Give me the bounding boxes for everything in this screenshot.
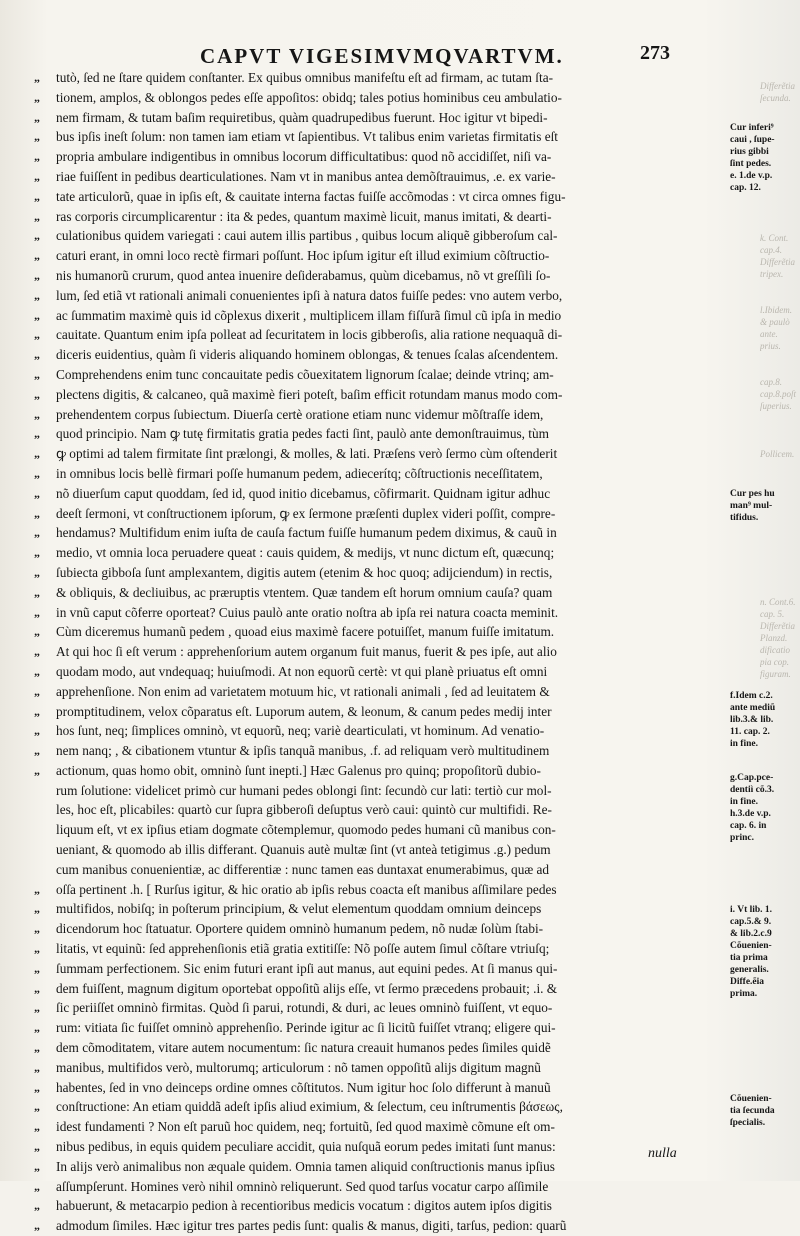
text-line bbox=[34, 207, 724, 227]
margin-note-line: dentiì cõ.3. bbox=[730, 785, 775, 795]
line-text: plectens digitis, & calcaneo, quã maximè fieri poteſt, baſim efficit rotundam manus modo com- bbox=[56, 386, 563, 402]
bleed-through-line: & paulò bbox=[760, 317, 790, 327]
bleed-through-line: Differẽtia bbox=[760, 621, 795, 631]
margin-note-line: cap. 12. bbox=[730, 183, 761, 193]
quotation-marker: „ bbox=[34, 485, 40, 500]
bleed-through-line: Differẽtia bbox=[760, 81, 795, 91]
quotation-marker: „ bbox=[34, 446, 40, 461]
running-title: CAPVT VIGESIMVMQVARTVM. bbox=[200, 44, 564, 68]
quotation-marker bbox=[34, 820, 56, 840]
line-text: habentes, ſed in vno deinceps ordine omnes cõſtitutos. Num igitur hoc ſolo differunt à manuũ bbox=[56, 1079, 551, 1095]
margin-note-line: ſpecialis. bbox=[730, 1118, 766, 1128]
line-text: culationibus quidem variegati : caui autem illis partibus , quibus locum aliquẽ gibberoſum cal- bbox=[56, 228, 558, 244]
line-text: ſic periiſſet omninò firmitas. Quòd ſi parui, rotundi, & duri, ac leues omninò fuiſſent, vt equo- bbox=[56, 1000, 553, 1016]
text-line bbox=[34, 1018, 724, 1038]
text-line bbox=[34, 998, 724, 1018]
text-line bbox=[34, 226, 724, 246]
text-line bbox=[34, 266, 724, 286]
line-text: quodam modo, aut vndequaq; huiuſmodi. At non equorũ certè: vt qui planè priuatus eſt omni bbox=[56, 663, 548, 679]
bleed-through-line: ſecunda. bbox=[760, 93, 791, 103]
margin-note-line: princ. bbox=[730, 833, 755, 843]
line-text: cauitate. Quantum enim ipſa polleat ad ſecuritatem in locis gibberoſis, alia ratione nequaquã di- bbox=[56, 327, 563, 343]
line-text: ras corporis circumplicarentur : ita & pedes, quantum maximè licuit, manus imitati, & dearti- bbox=[56, 208, 552, 224]
line-text: prehendentem corpus ſubiectum. Diuerſa certè oratione etiam nunc videmur mõſtraſſe idem, bbox=[56, 406, 544, 422]
line-text: deeſt ſermoni, vt conſtructionem ipſorum, ꝙ ex ſermone præſenti duplex videri poſſit, compre- bbox=[56, 505, 556, 521]
text-line bbox=[34, 603, 724, 623]
text-line bbox=[34, 959, 724, 979]
margin-note-line: prima. bbox=[730, 989, 758, 999]
margin-note-line: e. 1.de v.p. bbox=[730, 171, 773, 181]
text-line bbox=[34, 523, 724, 543]
quotation-marker: „ bbox=[34, 89, 40, 104]
quotation-marker: „ bbox=[34, 1020, 40, 1035]
quotation-marker: „ bbox=[34, 980, 40, 995]
line-text: dem cõmoditatem, vitare autem nocumentum: ſic natura creauit humanos pedes ſimiles quidẽ bbox=[56, 1040, 551, 1056]
quotation-marker: „ bbox=[34, 743, 40, 758]
bleed-through-line: n. Cont.6. bbox=[760, 597, 796, 607]
line-text: tionem, amplos, & oblongos pedes eſſe appoſitos: obidq; tales potius hominibus ceu ambulatio- bbox=[56, 89, 562, 105]
text-line bbox=[34, 880, 724, 900]
quotation-marker: „ bbox=[34, 70, 40, 84]
text-line bbox=[34, 444, 724, 464]
line-text: manibus, multifidos verò, multorumq; articulorum : nõ tamen oppoſitũ alijs digitum magnũ bbox=[56, 1059, 541, 1075]
text-line bbox=[34, 702, 724, 722]
line-text: litatis, vt equinũ: ſed apprehenſionis etiã gratia extitiſſe: Nõ poſſe autem ſimul cõſtare vtriuſq; bbox=[56, 941, 550, 957]
margin-note bbox=[730, 904, 798, 1000]
quotation-marker: „ bbox=[34, 703, 40, 718]
quotation-marker: „ bbox=[34, 881, 40, 896]
line-text: les, hoc eſt, plicabiles: quartò cur ſupra gibberoſi deſuptus verò caui: quintò cur multifidi. Re- bbox=[56, 802, 552, 818]
margin-note-line: Cur inferi⁹ bbox=[730, 123, 774, 133]
quotation-marker: „ bbox=[34, 1079, 40, 1094]
main-text-column bbox=[34, 68, 724, 1236]
quotation-marker: „ bbox=[34, 465, 40, 480]
quotation-marker bbox=[34, 840, 56, 860]
text-line bbox=[34, 543, 724, 563]
line-text: tate articulorũ, quae in ipſis eſt, & cauitate interna factas fuiſſe accõmodas : vt circa omnes figu- bbox=[56, 188, 566, 204]
text-line bbox=[34, 642, 724, 662]
line-text: rum: vitiata ſic fuiſſet omninò apprehenſio. Perinde igitur ac ſi licitũ fuiſſet vtranq; eligere qui- bbox=[56, 1020, 556, 1036]
catchword: nulla bbox=[648, 1146, 677, 1161]
line-text: cum manibus conuenientiæ, ac differentiæ : nunc tamen eas duntaxat enumerabimus, quæ ad bbox=[56, 861, 550, 877]
quotation-marker: „ bbox=[34, 584, 40, 599]
quotation-marker: „ bbox=[34, 168, 40, 183]
text-line bbox=[34, 840, 724, 860]
text-line bbox=[34, 325, 724, 345]
text-line bbox=[34, 1157, 724, 1177]
bleed-through-line: Pollicem. bbox=[760, 449, 795, 459]
line-text: habuerunt, & metacarpio pedion à recentioribus medicis vocatum : digitos autem ipſos digitis bbox=[56, 1198, 552, 1214]
line-text: apprehenſione. Non enim ad varietatem motuum hic, vt rationali animali , ſed ad leuitatem & bbox=[56, 683, 550, 699]
text-line bbox=[34, 979, 724, 999]
bleed-through-line: Planzd. bbox=[760, 633, 788, 643]
line-text: nis humanorũ crurum, quod antea inuenire deſiderabamus, quùm dicebamus, nõ vt greſſili ſo- bbox=[56, 267, 551, 283]
line-text: rum ſolutione: videlicet primò cur humani pedes oblongi ſint: ſecundò cur lati: tertiò cur mol- bbox=[56, 782, 552, 798]
text-line bbox=[34, 385, 724, 405]
line-text: quod principio. Nam ꝙ tutę firmitatis gratia pedes facti ſint, paulò ante demonſtrauimus, tùm bbox=[56, 426, 549, 442]
quotation-marker: „ bbox=[34, 1178, 40, 1193]
quotation-marker bbox=[34, 800, 56, 820]
margin-note-line: tia prima bbox=[730, 953, 768, 963]
quotation-marker: „ bbox=[34, 1218, 40, 1233]
page-number: 273 bbox=[640, 42, 670, 64]
quotation-marker: „ bbox=[34, 762, 40, 777]
bleed-through-line: Differẽtia bbox=[760, 257, 795, 267]
text-line bbox=[34, 583, 724, 603]
line-text: in omnibus locis bellè firmari poſſe humanum pedem, adiecerítq; cõſtructionis neceſſitatem, bbox=[56, 465, 543, 481]
text-line bbox=[34, 899, 724, 919]
margin-note-line: ante mediũ bbox=[730, 703, 776, 713]
quotation-marker bbox=[34, 860, 56, 880]
bleed-through-block bbox=[760, 304, 800, 352]
text-line bbox=[34, 286, 724, 306]
margin-note-line: Diffe.ẽia bbox=[730, 977, 765, 987]
line-text: lum, ſed etiã vt rationali animali conuenientes ipſi à natura datos fuiſſe pedes: vno autem verbo, bbox=[56, 287, 563, 303]
text-line bbox=[34, 1177, 724, 1197]
text-line bbox=[34, 1137, 724, 1157]
margin-note-line: ſint pedes. bbox=[730, 159, 772, 169]
margin-note-line: generalis. bbox=[730, 965, 769, 975]
bleed-through-block bbox=[760, 232, 800, 280]
line-text: promptitudinem, velox cõparatus eſt. Luporum autem, & leonum, & canum pedes medij inter bbox=[56, 703, 552, 719]
line-text: & obliquis, & decliuibus, ac præruptis vtentem. Quæ tandem eſt horum omnium cauſa? quam bbox=[56, 584, 553, 600]
margin-note-line: tifidus. bbox=[730, 513, 759, 523]
text-line bbox=[34, 1038, 724, 1058]
margin-note bbox=[730, 690, 798, 750]
line-text: tutò, ſed ne ſtare quidem conſtanter. Ex quibus omnibus manifeſtu eſt ad firmam, ac tutam ſta- bbox=[56, 70, 554, 85]
margin-note bbox=[730, 122, 798, 194]
quotation-marker: „ bbox=[34, 307, 40, 322]
margin-note-line: in fine. bbox=[730, 739, 758, 749]
quotation-marker: „ bbox=[34, 248, 40, 263]
text-line bbox=[34, 800, 724, 820]
line-text: nem firmam, & tutam baſim requiretibus, quàm quadrupedibus fuerunt. Hoc igitur vt bipedi- bbox=[56, 109, 548, 125]
text-line bbox=[34, 1058, 724, 1078]
line-text: bus ipſis ineſt ſolum: non tamen iam etiam vt ſapientibus. Vt talibus enim varietas firmitatis eſt bbox=[56, 129, 559, 145]
text-line bbox=[34, 741, 724, 761]
quotation-marker: „ bbox=[34, 426, 40, 441]
margin-note-line: g.Cap.pce- bbox=[730, 773, 774, 783]
line-text: oſſa pertinent .h. [ Rurſus igitur, & hic oratio ab ipſis rebus coacta eſt manibus aſſimilare pedes bbox=[56, 881, 557, 897]
line-text: dicendorum hoc ſtatuatur. Oportere quidem omninò humanum pedem, nõ nudæ ſolùm ſtabi- bbox=[56, 921, 544, 937]
bleed-through-block bbox=[760, 376, 800, 412]
quotation-marker: „ bbox=[34, 921, 40, 936]
margin-note-line: 11. cap. 2. bbox=[730, 727, 770, 737]
quotation-marker: „ bbox=[34, 406, 40, 421]
margin-note-line: cap. 6. in bbox=[730, 821, 767, 831]
quotation-marker: „ bbox=[34, 723, 40, 738]
line-text: ſubiecta gibboſa ſunt amplexantem, digitis autem (etenim & hoc quoq; adijciendum) in rectis, bbox=[56, 564, 553, 580]
text-line bbox=[34, 68, 724, 88]
line-text: dem fuiſſent, magnum digitum oportebat oppoſitũ alijs eſſe, vt ſermo præcedens probauit; .i. & bbox=[56, 980, 558, 996]
bleed-through-line: tripex. bbox=[760, 269, 784, 279]
margin-note-line: cap.5.& 9. bbox=[730, 917, 772, 927]
quotation-marker: „ bbox=[34, 505, 40, 520]
text-line bbox=[34, 860, 724, 880]
margin-note bbox=[730, 1093, 798, 1129]
quotation-marker: „ bbox=[34, 267, 40, 282]
line-text: in vnũ caput cõferre oporteat? Cuius paulò ante oratio noſtra ab ipſa rei natura coacta meminit. bbox=[56, 604, 559, 620]
quotation-marker: „ bbox=[34, 1000, 40, 1015]
margin-note bbox=[730, 772, 798, 844]
margin-note-line: rius gibbi bbox=[730, 147, 769, 157]
quotation-marker: „ bbox=[34, 149, 40, 164]
bleed-through-block bbox=[760, 596, 800, 680]
bleed-through-line: prius. bbox=[760, 341, 781, 351]
text-line bbox=[34, 1117, 724, 1137]
text-line bbox=[34, 919, 724, 939]
quotation-marker: „ bbox=[34, 287, 40, 302]
text-line bbox=[34, 939, 724, 959]
text-line bbox=[34, 781, 724, 801]
margin-note-line: & lib.2.c.9 bbox=[730, 929, 772, 939]
margin-note-line: lib.3.& lib. bbox=[730, 715, 774, 725]
quotation-marker: „ bbox=[34, 386, 40, 401]
line-text: actionum, quas homo obit, omninò ſunt inepti.] Hæc Galenus pro quinq; propoſitorũ dubio- bbox=[56, 762, 541, 778]
quotation-marker: „ bbox=[34, 525, 40, 540]
text-line bbox=[34, 484, 724, 504]
quotation-marker: „ bbox=[34, 644, 40, 659]
text-line bbox=[34, 464, 724, 484]
quotation-marker: „ bbox=[34, 327, 40, 342]
text-line bbox=[34, 167, 724, 187]
bleed-through-line: ante. bbox=[760, 329, 778, 339]
text-line bbox=[34, 563, 724, 583]
bleed-through-line: cap.8. bbox=[760, 377, 782, 387]
text-line bbox=[34, 246, 724, 266]
quotation-marker: „ bbox=[34, 366, 40, 381]
quotation-marker: „ bbox=[34, 188, 40, 203]
text-line bbox=[34, 1097, 724, 1117]
text-line bbox=[34, 187, 724, 207]
line-text: admodum ſimiles. Hæc igitur tres partes pedis ſunt: qualis & manus, digiti, tarſus, pedion: quarũ bbox=[56, 1218, 567, 1234]
line-text: multifidos, nobiſq; in poſterum principium, & velut elementum quoddam omnium deinceps bbox=[56, 901, 542, 917]
text-line bbox=[34, 345, 724, 365]
line-text: nibus pedibus, in equis quidem peculiare accidit, quia nuſquã eorum pedes imitati ſunt manus: bbox=[56, 1139, 556, 1155]
text-line bbox=[34, 1216, 724, 1236]
quotation-marker: „ bbox=[34, 347, 40, 362]
bleed-through-line: cap.4. bbox=[760, 245, 782, 255]
margin-note-line: in fine. bbox=[730, 797, 758, 807]
line-text: propria ambulare indigentibus in omnibus locorum difficultatibus: quod nõ accidiſſet, niſi va- bbox=[56, 149, 552, 165]
quotation-marker: „ bbox=[34, 208, 40, 223]
text-line bbox=[34, 504, 724, 524]
bleed-through-line: ſuperius. bbox=[760, 401, 792, 411]
text-line bbox=[34, 1196, 724, 1216]
line-text: nõ diuerſum caput quoddam, ſed id, quod initio dicebamus, cõfirmarit. Quidnam igitur adhuc bbox=[56, 485, 551, 501]
line-text: ſummam perfectionem. Sic enim futuri erant ipſi aut manus, aut equini pedes. At ſi manus qui- bbox=[56, 960, 558, 976]
text-line bbox=[34, 721, 724, 741]
margin-note-line: tia ſecunda bbox=[730, 1106, 775, 1116]
quotation-marker: „ bbox=[34, 1139, 40, 1154]
quotation-marker bbox=[34, 781, 56, 801]
quotation-marker: „ bbox=[34, 1059, 40, 1074]
text-line bbox=[34, 622, 724, 642]
text-line bbox=[34, 108, 724, 128]
quotation-marker: „ bbox=[34, 1040, 40, 1055]
margin-note-line: Cur pes hu bbox=[730, 489, 775, 499]
line-text: Cùm diceremus humanũ pedem , quoad eius maximè facere potuiſſet, manum fuiſſe imitatum. bbox=[56, 624, 555, 640]
margin-note-line: i. Vt lib. 1. bbox=[730, 905, 773, 915]
line-text: ueniant, & quomodo ab illis differant. Quanuis autè multæ ſint (vt anteà tetigimus .g.) pedum bbox=[56, 842, 551, 858]
line-text: caturi erant, in omni loco rectè firmari poſſunt. Hoc ipſum igitur eſt illud eximium cõſtructio- bbox=[56, 248, 550, 264]
quotation-marker: „ bbox=[34, 901, 40, 916]
quotation-marker: „ bbox=[34, 604, 40, 619]
line-text: Comprehendens enim tunc concauitate pedis cõuexitatem lignorum ſcalae; deinde vtrinq; am- bbox=[56, 366, 554, 382]
text-line bbox=[34, 761, 724, 781]
line-text: diceris euidentius, quàm ſi videris aliquando hominem oblongas, & tenues ſcalas aſcendentem. bbox=[56, 347, 559, 363]
quotation-marker: „ bbox=[34, 941, 40, 956]
line-text: At qui hoc ſi eſt verum : apprehenſorium autem organum fuit manus, fuerit & pes ipſe, aut alio bbox=[56, 644, 557, 660]
bleed-through-line: pia cop. bbox=[760, 657, 789, 667]
page-header bbox=[200, 44, 670, 70]
text-line bbox=[34, 662, 724, 682]
text-line bbox=[34, 306, 724, 326]
margin-note-line: h.3.de v.p. bbox=[730, 809, 771, 819]
line-text: liquum eſt, vt ex ipſius etiam dogmate cõtemplemur, quomodo pedes humani cũ manibus con- bbox=[56, 822, 556, 838]
line-text: medio, vt omnia loca peruadere queat : cauis quidem, & medijs, vt nunc dictum eſt, quæcunq; bbox=[56, 545, 555, 561]
quotation-marker: „ bbox=[34, 624, 40, 639]
quotation-marker: „ bbox=[34, 129, 40, 144]
bleed-through-line: cap.8.poſt bbox=[760, 389, 796, 399]
line-text: ꝙ optimi ad talem firmitate ſint prælongi, & molles, & lati. Præſens verò ſermo cùm oſtenderit bbox=[56, 446, 558, 462]
line-text: idest fundamenti ? Non eſt paruũ hoc quidem, neq; fortuitũ, ſed quod maximè cõmune eſt om- bbox=[56, 1119, 555, 1135]
margin-note-line: Cõuenien- bbox=[730, 1094, 772, 1104]
text-line bbox=[34, 820, 724, 840]
line-text: conſtructione: An etiam quiddã adeſt ipſis aliud eximium, & ſelectum, ceu inſtrumentis βάσεως, bbox=[56, 1099, 563, 1115]
text-line bbox=[34, 127, 724, 147]
quotation-marker: „ bbox=[34, 1119, 40, 1134]
line-text: nem nanq; , & cibationem vtuntur & ipſis tanquã manibus, .f. ad reliquam verò multitudinem bbox=[56, 743, 550, 759]
text-line bbox=[34, 365, 724, 385]
line-text: In alijs verò animalibus non æquale quidem. Omnia tamen aliquid conſtructionis manus ipſius bbox=[56, 1158, 555, 1174]
quotation-marker: „ bbox=[34, 109, 40, 124]
quotation-marker: „ bbox=[34, 545, 40, 560]
bleed-through-line: dificatio bbox=[760, 645, 790, 655]
margin-note bbox=[730, 488, 798, 524]
bleed-through-block bbox=[760, 80, 800, 104]
text-line bbox=[34, 405, 724, 425]
margin-note-line: f.Idem c.2. bbox=[730, 691, 773, 701]
text-line bbox=[34, 88, 724, 108]
quotation-marker: „ bbox=[34, 663, 40, 678]
bleed-through-line: l.Ibidem. bbox=[760, 305, 792, 315]
line-text: hos ſunt, neq; ſimplices omninò, vt equorũ, neq; variè dearticulati, vt hominum. Ad venatio- bbox=[56, 723, 545, 739]
line-text: riae fuiſſent in pedibus dearticulationes. Nam vt in manibus antea demõſtrauimus, .e. ex varie- bbox=[56, 168, 556, 184]
margin-note-line: man⁹ mul- bbox=[730, 501, 773, 511]
quotation-marker: „ bbox=[34, 683, 40, 698]
margin-note-line: caui , ſupe- bbox=[730, 135, 775, 145]
margin-note-line: Cõuenien- bbox=[730, 941, 772, 951]
quotation-marker: „ bbox=[34, 960, 40, 975]
quotation-marker: „ bbox=[34, 1099, 40, 1114]
line-text: hendamus? Multifidum enim iuſta de cauſa factum fuiſſe humanum pedem diximus, & cauũ in bbox=[56, 525, 557, 541]
text-line bbox=[34, 682, 724, 702]
bleed-through-block bbox=[760, 448, 800, 460]
bleed-through-line: cap. 5. bbox=[760, 609, 785, 619]
quotation-marker: „ bbox=[34, 228, 40, 243]
text-line bbox=[34, 424, 724, 444]
line-text: ac ſummatim maximè quis id cõplexus dixerit , multiplicem illam fiſſurã ſimul cũ ipſa in medio bbox=[56, 307, 562, 323]
text-line bbox=[34, 147, 724, 167]
quotation-marker: „ bbox=[34, 1158, 40, 1173]
quotation-marker: „ bbox=[34, 1198, 40, 1213]
line-text: aſſumpſerunt. Homines verò nihil omninò reliquerunt. Sed quod tarſus vocatur carpo aſſimile bbox=[56, 1178, 549, 1194]
bleed-through-line: figuram. bbox=[760, 669, 791, 679]
quotation-marker: „ bbox=[34, 564, 40, 579]
text-line bbox=[34, 1078, 724, 1098]
bleed-through-line: k. Cont. bbox=[760, 233, 789, 243]
